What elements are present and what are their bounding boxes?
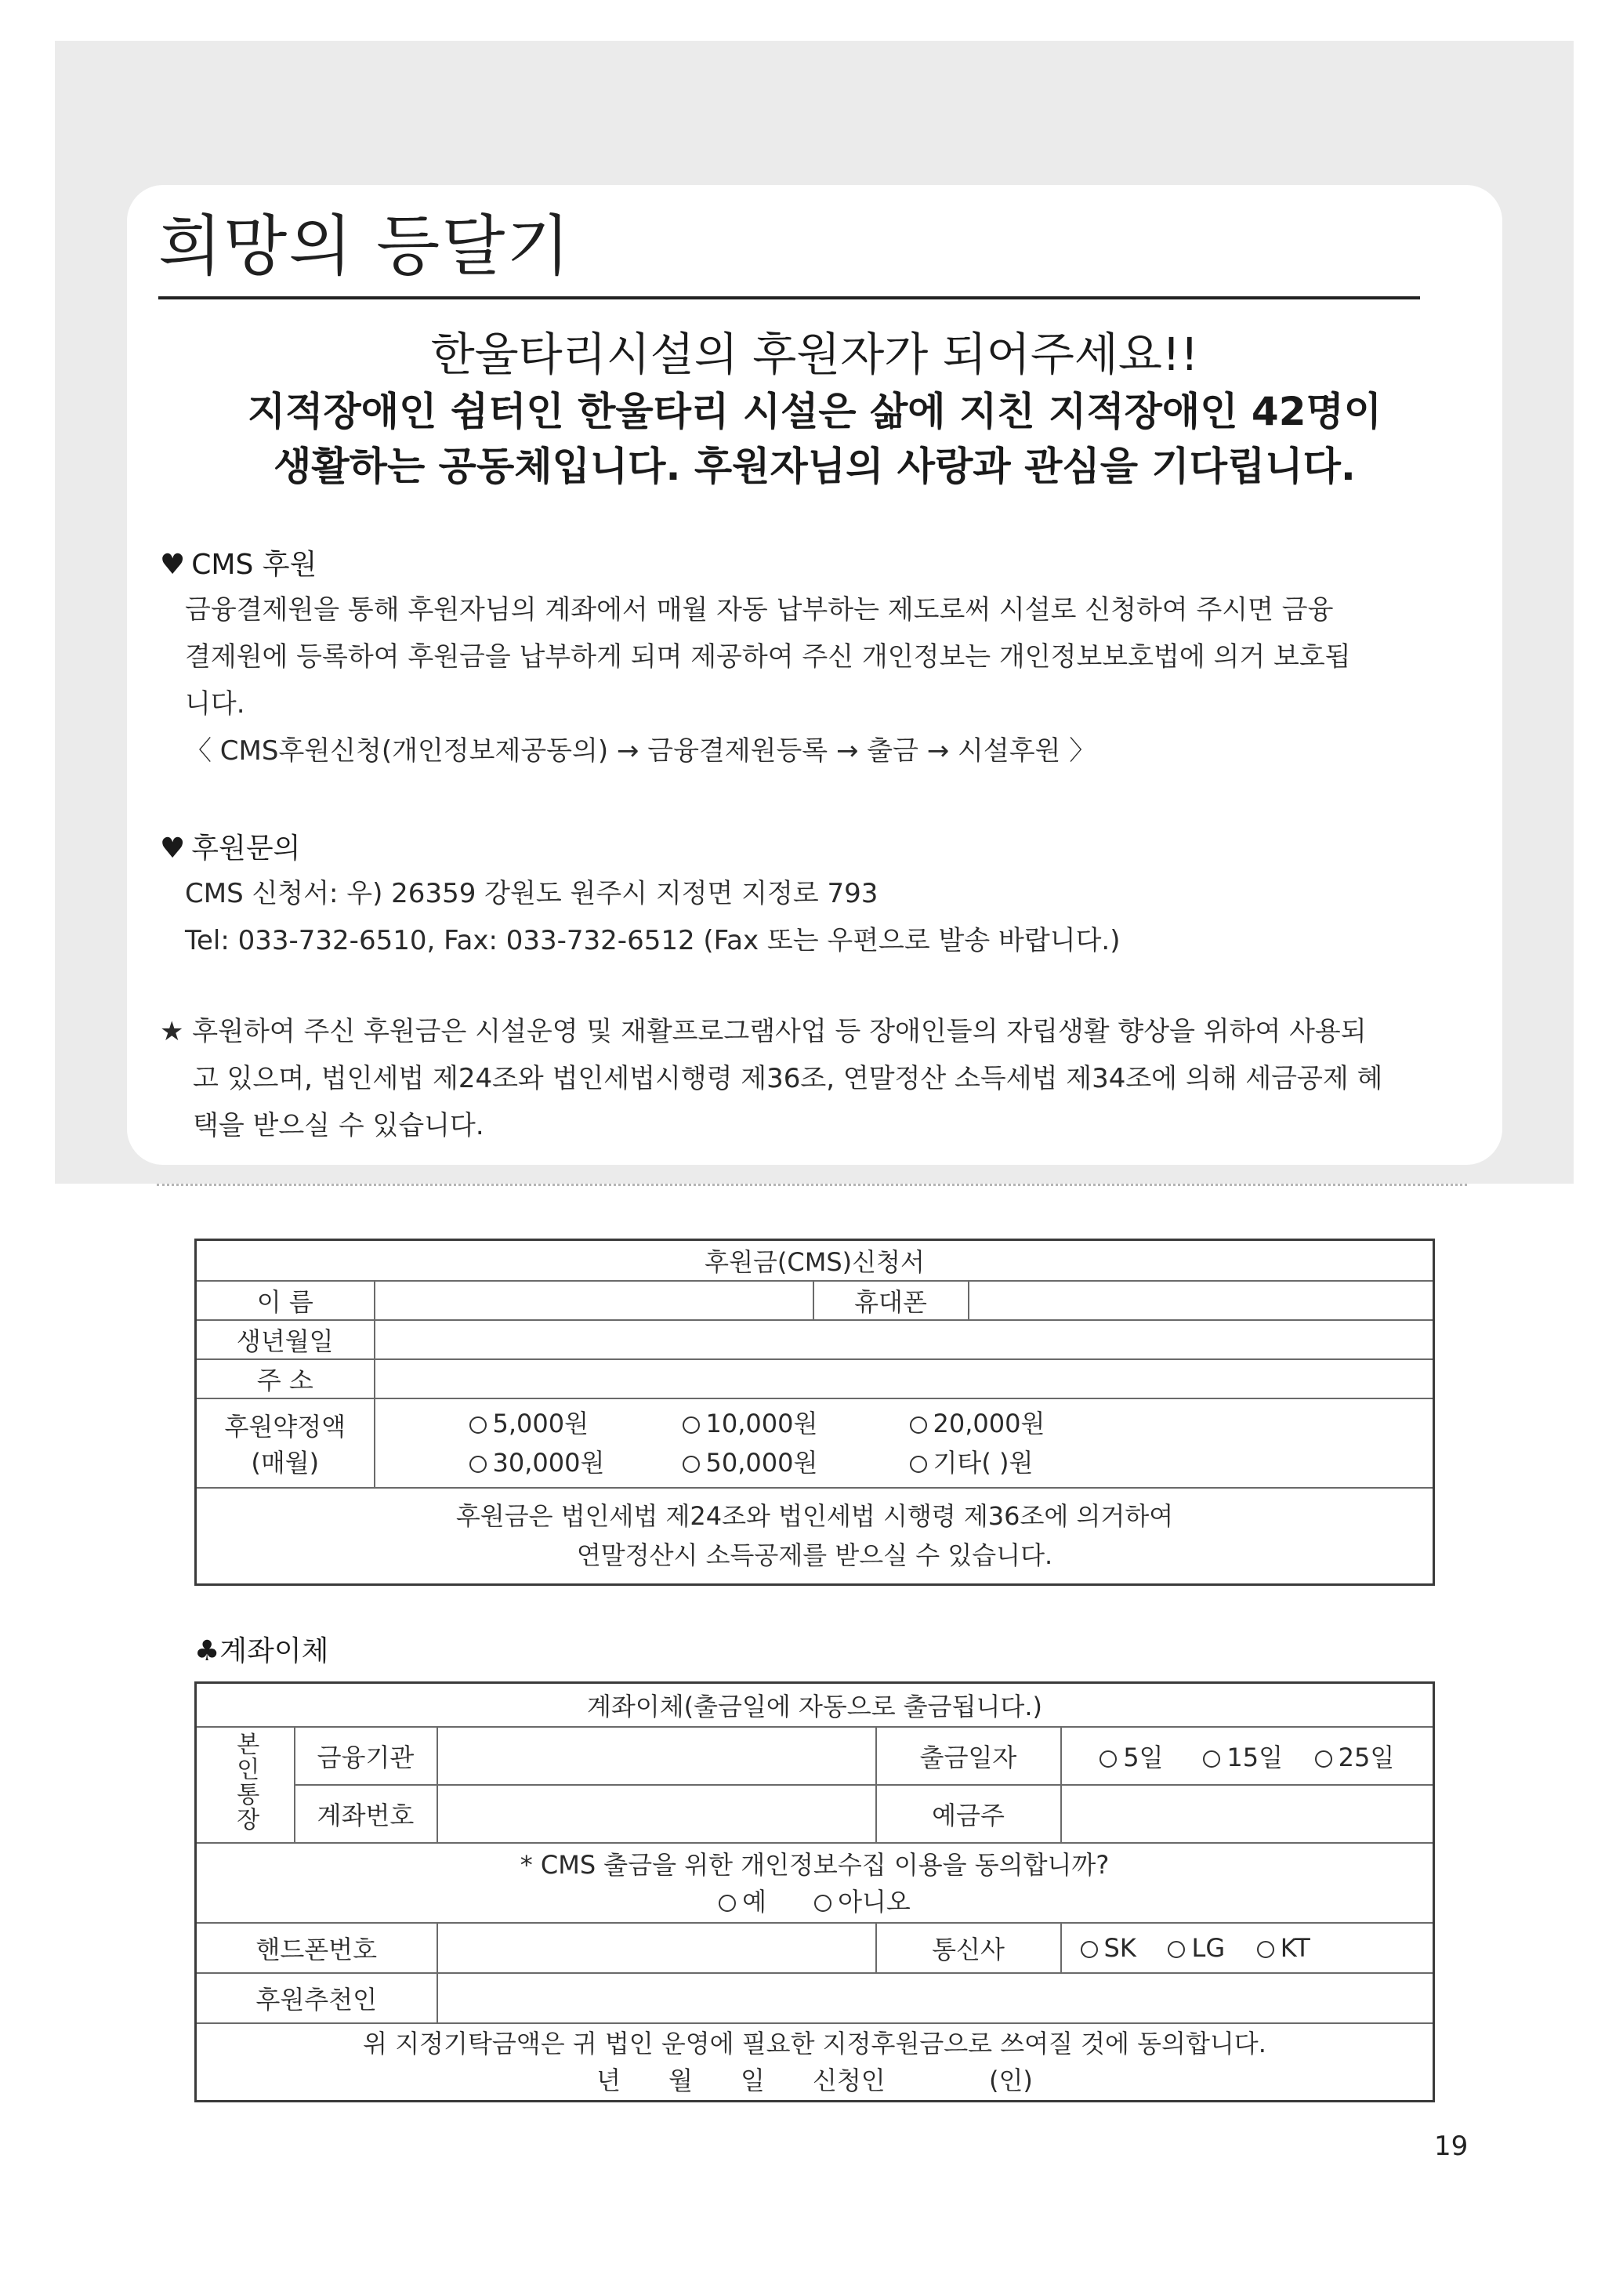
phone-field[interactable] [969,1281,1434,1320]
owner-account-label: 본인통장 [196,1727,295,1843]
radio-icon [814,1895,831,1912]
cms-line: 금융결제원을 통해 후원자님의 계좌에서 매월 자동 납부하는 제도로써 시설로 신청하여 주시면 금융 [185,594,1334,626]
inquiry-section-title: ♥ 후원문의 [160,832,301,865]
carrier-option[interactable]: SK [1081,1933,1136,1963]
club-icon: ♣ [194,1635,220,1667]
transfer-section-title: ♣계좌이체 [194,1635,329,1667]
consent-question: * CMS 출금을 위한 개인정보수집 이용을 동의합니까? [520,1849,1110,1880]
carrier-options [1061,1923,1434,1973]
radio-icon [1203,1750,1220,1768]
page-title: 희망의 등달기 [158,208,572,285]
amount-option[interactable]: 기타( )원 [910,1443,1034,1482]
inquiry-contact: Tel: 033-732-6510, Fax: 033-732-6512 (Fax 또는 우편으로 발송 바랍니다.) [185,925,1121,956]
bank-label: 금융기관 [295,1727,437,1785]
day-option[interactable]: 25일 [1315,1743,1395,1772]
carrier-option[interactable]: LG [1168,1933,1225,1963]
page-number: 19 [1434,2131,1469,2162]
radio-icon [1168,1941,1185,1958]
day-option[interactable]: 5일 [1100,1743,1163,1772]
consent-no[interactable]: 아니오 [814,1887,911,1917]
withdraw-date-label: 출금일자 [876,1727,1061,1785]
radio-icon [910,1456,927,1473]
mobile-label: 핸드폰번호 [196,1923,437,1973]
amount-option[interactable]: 20,000원 [910,1404,1045,1443]
bank-field[interactable] [437,1727,876,1785]
heart-icon: ♥ [160,832,186,865]
headline-sub-2: 생활하는 공동체입니다. 후원자님의 사랑과 관심을 기다립니다. [274,444,1356,489]
agreement-row [196,2023,1434,2102]
notice-line: ★ 후원하여 주신 후원금은 시설운영 및 재활프로그램사업 등 장애인들의 자립생활 향상을 위하여 사용되 [160,1016,1367,1047]
agreement-text: 위 지정기탁금액은 귀 법인 운영에 필요한 지정후원금으로 쓰여질 것에 동의합니다. [363,2029,1266,2059]
holder-field[interactable] [1061,1785,1434,1843]
consent-yes[interactable]: 예 [719,1887,766,1917]
carrier-label: 통신사 [876,1923,1061,1973]
address-field[interactable] [375,1359,1434,1398]
inquiry-address: CMS 신청서: 우) 26359 강원도 원주시 지정면 지정로 793 [185,878,879,909]
account-number-field[interactable] [437,1785,876,1843]
radio-icon [683,1416,700,1434]
consent-row [196,1843,1434,1923]
name-field[interactable] [375,1281,813,1320]
radio-icon [1081,1941,1098,1958]
withdraw-date-options [1061,1727,1434,1785]
notice-line: 고 있으며, 법인세법 제24조와 법인세법시행령 제36조, 연말정산 소득세법 제34조에 의해 세금공제 혜 [193,1063,1383,1094]
headline-sub-1: 지적장애인 쉼터인 한울타리 시설은 삶에 지친 지적장애인 42명이 [247,389,1382,434]
radio-icon [910,1416,927,1434]
amount-option[interactable]: 50,000원 [683,1443,910,1482]
tax-note: 후원금은 법인세법 제24조와 법인세법 시행령 제36조에 의거하여 연말정산시 소득공제를 받으실 수 있습니다. [196,1488,1434,1585]
account-transfer-form [194,1681,1435,2102]
account-number-label: 계좌번호 [295,1785,437,1843]
day-option[interactable]: 15일 [1203,1743,1283,1772]
birth-field[interactable] [375,1320,1434,1359]
notice-line: 택을 받으실 수 있습니다. [193,1110,484,1141]
address-label: 주 소 [196,1359,375,1398]
amount-option[interactable]: 10,000원 [683,1404,910,1443]
signature-line: 년 월 일 신청인 (인) [596,2066,1033,2096]
cms-process-line: 〈 CMS후원신청(개인정보제공동의) → 금융결제원등록 → 출금 → 시설후원 〉 [185,735,1096,767]
radio-icon [1315,1750,1332,1768]
amount-option[interactable]: 30,000원 [469,1443,683,1482]
cms-application-form [194,1239,1435,1586]
star-icon: ★ [160,1016,184,1047]
birth-label: 생년월일 [196,1320,375,1359]
radio-icon [1257,1941,1274,1958]
cms-line: 니다. [185,688,245,720]
cms-section-title: ♥ CMS 후원 [160,549,317,581]
form-title: 계좌이체(출금일에 자동으로 출금됩니다.) [196,1683,1434,1727]
cms-line: 결제원에 등록하여 후원금을 납부하게 되며 제공하여 주신 개인정보는 개인정보보호법에 의거 보호됩 [185,641,1351,673]
holder-label: 예금주 [876,1785,1061,1843]
phone-label: 휴대폰 [813,1281,969,1320]
carrier-option[interactable]: KT [1257,1933,1310,1963]
amount-option[interactable]: 5,000원 [469,1404,683,1443]
headline-main: 한울타리시설의 후원자가 되어주세요!! [430,328,1199,381]
cut-line [157,1184,1467,1186]
radio-icon [1100,1750,1117,1768]
radio-icon [469,1456,487,1473]
radio-icon [719,1895,736,1912]
title-divider [158,296,1420,299]
referrer-label: 후원추천인 [196,1973,437,2023]
heart-icon: ♥ [160,549,186,581]
radio-icon [683,1456,700,1473]
mobile-field[interactable] [437,1923,876,1973]
amount-options [375,1398,1434,1488]
name-label: 이 름 [196,1281,375,1320]
referrer-field[interactable] [437,1973,1434,2023]
form-title: 후원금(CMS)신청서 [196,1240,1434,1281]
amount-label: 후원약정액 (매월) [196,1398,375,1488]
radio-icon [469,1416,487,1434]
info-card [127,185,1502,1165]
